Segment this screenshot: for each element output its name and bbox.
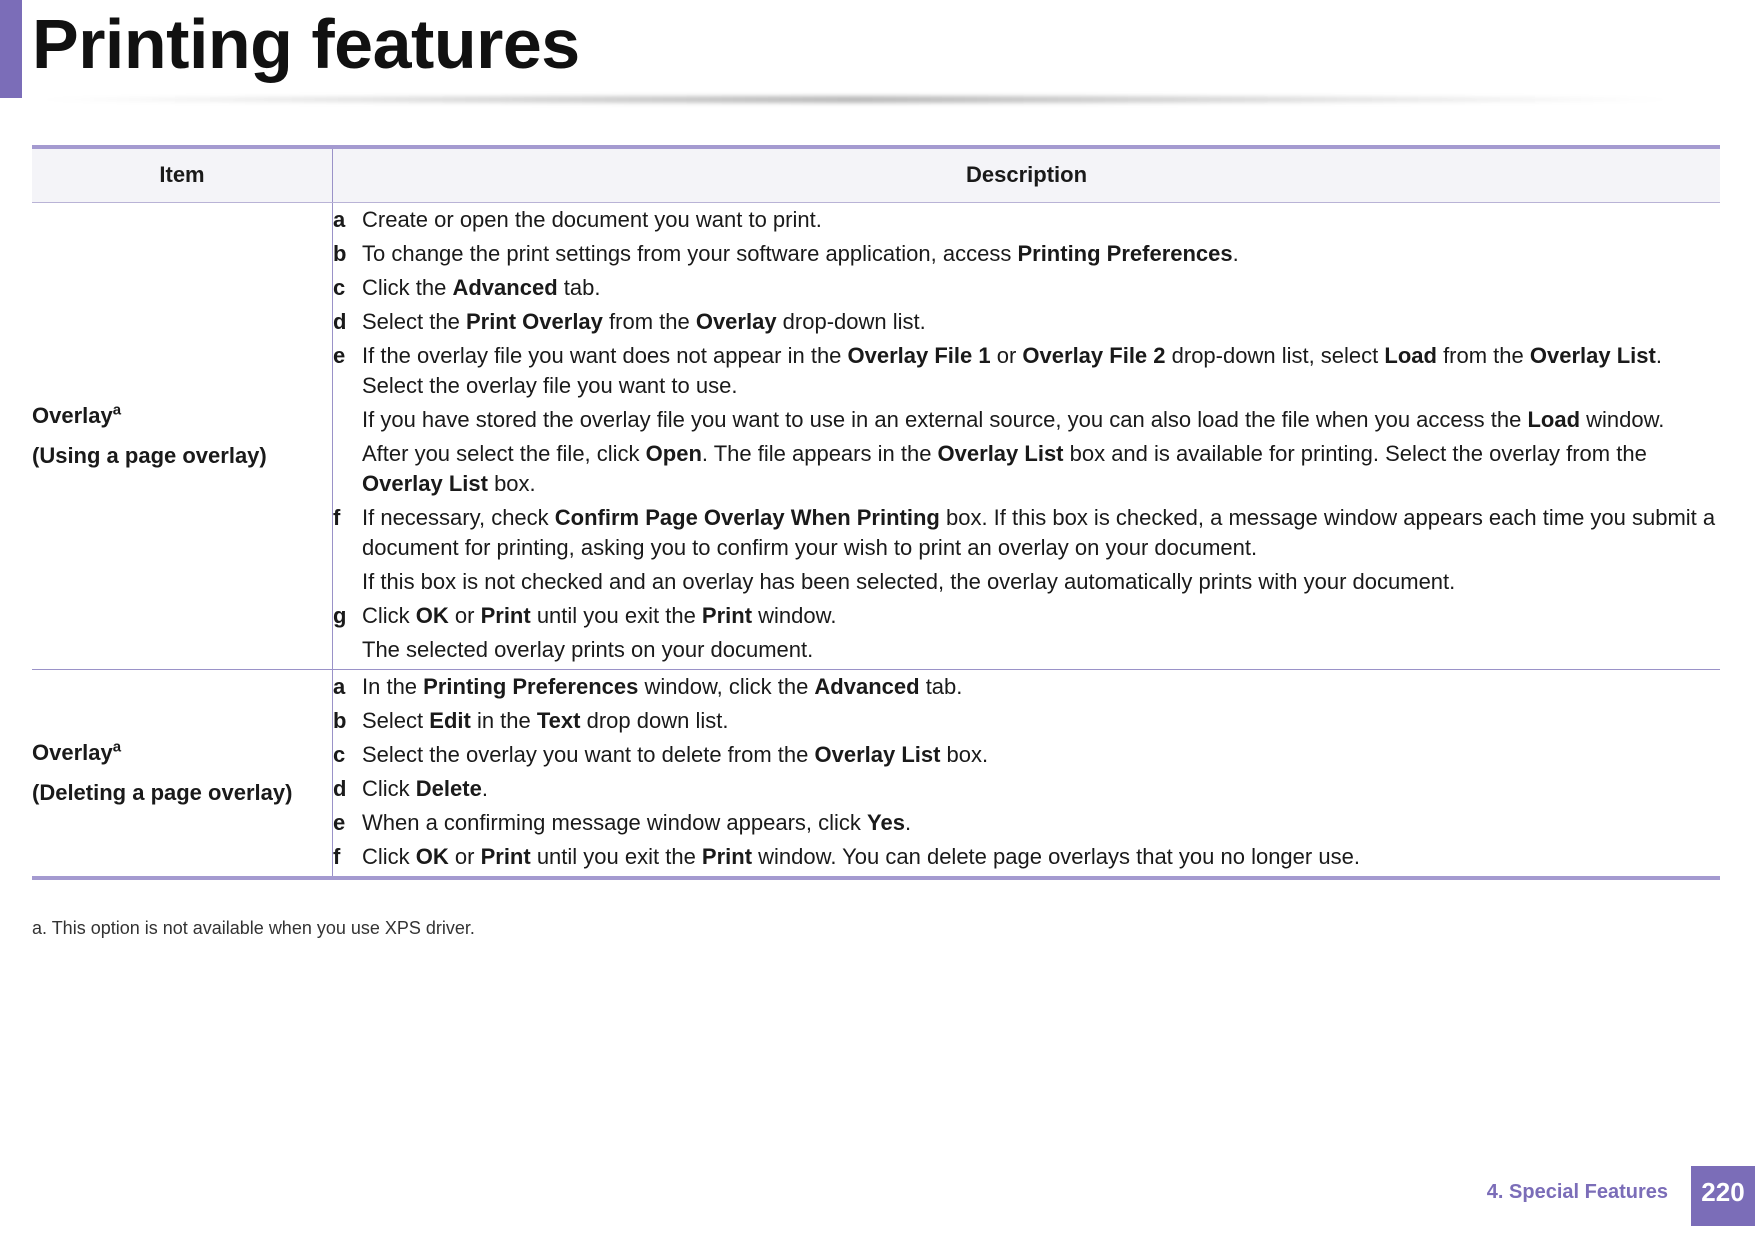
footer-section-label: 4. Special Features: [1486, 1181, 1668, 1203]
text-run: After you select the file, click: [362, 441, 646, 466]
text-run: or: [990, 343, 1023, 368]
step-letter: d: [333, 776, 347, 801]
title-divider: [30, 96, 1680, 103]
step-note: [362, 567, 1720, 597]
text-run: Click: [362, 603, 416, 628]
text-run: until you exit the: [530, 603, 702, 628]
footnote-marker: a: [112, 738, 122, 756]
text-run: box.: [940, 742, 989, 767]
bold-term: Edit: [429, 708, 471, 733]
step-letter: f: [333, 505, 341, 530]
bold-term: Advanced: [452, 275, 558, 300]
text-run: In the: [362, 674, 424, 699]
item-name-text: Overlay: [32, 403, 113, 428]
step-item: [333, 273, 1720, 303]
text-run: or: [448, 603, 481, 628]
title-accent-bar: [0, 0, 22, 98]
step-item: [333, 672, 1720, 702]
bold-term: Advanced: [814, 674, 920, 699]
bold-term: Printing Preferences: [423, 674, 639, 699]
table-body: [32, 203, 1720, 879]
bold-term: Print: [701, 603, 753, 628]
text-run: .: [1232, 241, 1239, 266]
bold-term: Overlay File 1: [847, 343, 991, 368]
text-run: If you have stored the overlay file you want to use in an external source, you can also load the file when you access the: [362, 407, 1528, 432]
bold-term: Overlay: [695, 309, 777, 334]
step-letter: b: [333, 241, 347, 266]
text-run: Select: [362, 708, 430, 733]
bold-term: Yes: [867, 810, 905, 835]
text-run: window. You can delete page overlays that you no longer use.: [752, 844, 1360, 869]
text-run: tab.: [919, 674, 963, 699]
text-run: window, click the: [638, 674, 815, 699]
column-header-description: Description: [333, 147, 1721, 203]
step-letter: b: [333, 708, 347, 733]
step-item: [333, 341, 1720, 401]
text-run: box and is available for printing. Select the overlay from the: [1063, 441, 1647, 466]
text-run: or: [448, 844, 481, 869]
bold-term: Print: [701, 844, 753, 869]
step-item: [333, 307, 1720, 337]
bold-term: Load: [1527, 407, 1581, 432]
step-item: [333, 808, 1720, 838]
text-run: If this box is not checked and an overlay has been selected, the overlay automatically prints with your document.: [362, 569, 1456, 594]
text-run: If the overlay file you want does not appear in the: [362, 343, 848, 368]
bold-term: Print: [480, 844, 531, 869]
bold-term: OK: [415, 844, 449, 869]
text-run: from the: [602, 309, 696, 334]
description-cell: [333, 670, 1721, 879]
text-run: Click: [362, 776, 416, 801]
text-run: If necessary, check: [362, 505, 555, 530]
step-letter: a: [333, 674, 346, 699]
bold-term: Text: [536, 708, 581, 733]
step-item: [333, 740, 1720, 770]
step-note: [362, 635, 1720, 665]
table-row: [32, 670, 1720, 879]
features-table: [32, 145, 1720, 880]
item-cell: [32, 203, 333, 670]
item-subtitle: (Deleting a page overlay): [32, 780, 293, 805]
step-letter: e: [333, 810, 346, 835]
bold-term: Load: [1384, 343, 1437, 368]
step-item: [333, 706, 1720, 736]
text-run: Create or open the document you want to print.: [362, 207, 822, 232]
text-run: drop-down list.: [776, 309, 926, 334]
item-name: [32, 738, 332, 768]
text-run: When a confirming message window appears, click: [362, 810, 868, 835]
bold-term: Overlay List: [362, 471, 488, 496]
table-row: [32, 203, 1720, 670]
step-letter: e: [333, 343, 346, 368]
item-subtitle: (Using a page overlay): [32, 443, 267, 468]
text-run: until you exit the: [530, 844, 702, 869]
bold-term: Open: [645, 441, 702, 466]
step-note: [362, 405, 1720, 435]
text-run: Click the: [362, 275, 453, 300]
item-name-text: Overlay: [32, 740, 113, 765]
bold-term: Delete: [415, 776, 482, 801]
step-letter: g: [333, 603, 347, 628]
text-run: drop down list.: [580, 708, 729, 733]
text-run: .: [904, 810, 912, 835]
column-header-item: Item: [32, 147, 333, 203]
text-run: box.: [487, 471, 536, 496]
text-run: from the: [1436, 343, 1530, 368]
step-letter: d: [333, 309, 347, 334]
text-run: box. If this box is checked, a message window appears each time you submit a document for printing, asking you to confirm your wish to print an overlay on your document.: [362, 505, 1716, 560]
step-note: [362, 439, 1720, 499]
item-name: [32, 401, 332, 431]
item-cell: [32, 670, 333, 879]
text-run: To change the print settings from your software application, access: [362, 241, 1018, 266]
step-item: [333, 774, 1720, 804]
bold-term: Overlay File 2: [1022, 343, 1166, 368]
footnote-marker: a: [112, 401, 122, 419]
bold-term: Overlay List: [814, 742, 941, 767]
step-item: [333, 842, 1720, 872]
bold-term: Overlay List: [937, 441, 1064, 466]
bold-term: Print: [480, 603, 531, 628]
text-run: The selected overlay prints on your document.: [362, 637, 814, 662]
step-item: [333, 503, 1720, 563]
text-run: drop-down list, select: [1165, 343, 1385, 368]
text-run: window.: [1580, 407, 1665, 432]
step-letter: a: [333, 207, 346, 232]
page-title: Printing features: [32, 5, 580, 83]
text-run: Click: [362, 844, 416, 869]
step-letter: c: [333, 275, 346, 300]
step-letter: f: [333, 844, 341, 869]
bold-term: Print Overlay: [465, 309, 603, 334]
footnote: a. This option is not available when you use XPS driver.: [32, 918, 475, 938]
bold-term: Overlay List: [1529, 343, 1656, 368]
bold-term: OK: [415, 603, 449, 628]
step-item: [333, 601, 1720, 631]
step-letter: c: [333, 742, 346, 767]
step-item: [333, 239, 1720, 269]
bold-term: Confirm Page Overlay When Printing: [554, 505, 940, 530]
text-run: . The file appears in the: [701, 441, 938, 466]
bold-term: Printing Preferences: [1017, 241, 1233, 266]
text-run: . Select the overlay file you want to use.: [362, 343, 1662, 398]
text-run: Select the overlay you want to delete from the: [362, 742, 815, 767]
text-run: window.: [752, 603, 837, 628]
page-number-badge: 220: [1691, 1166, 1755, 1226]
text-run: in the: [470, 708, 537, 733]
step-item: [333, 205, 1720, 235]
description-cell: [333, 203, 1721, 670]
text-run: .: [481, 776, 488, 801]
text-run: Select the: [362, 309, 466, 334]
text-run: tab.: [557, 275, 601, 300]
table-header-row: [32, 147, 1720, 203]
